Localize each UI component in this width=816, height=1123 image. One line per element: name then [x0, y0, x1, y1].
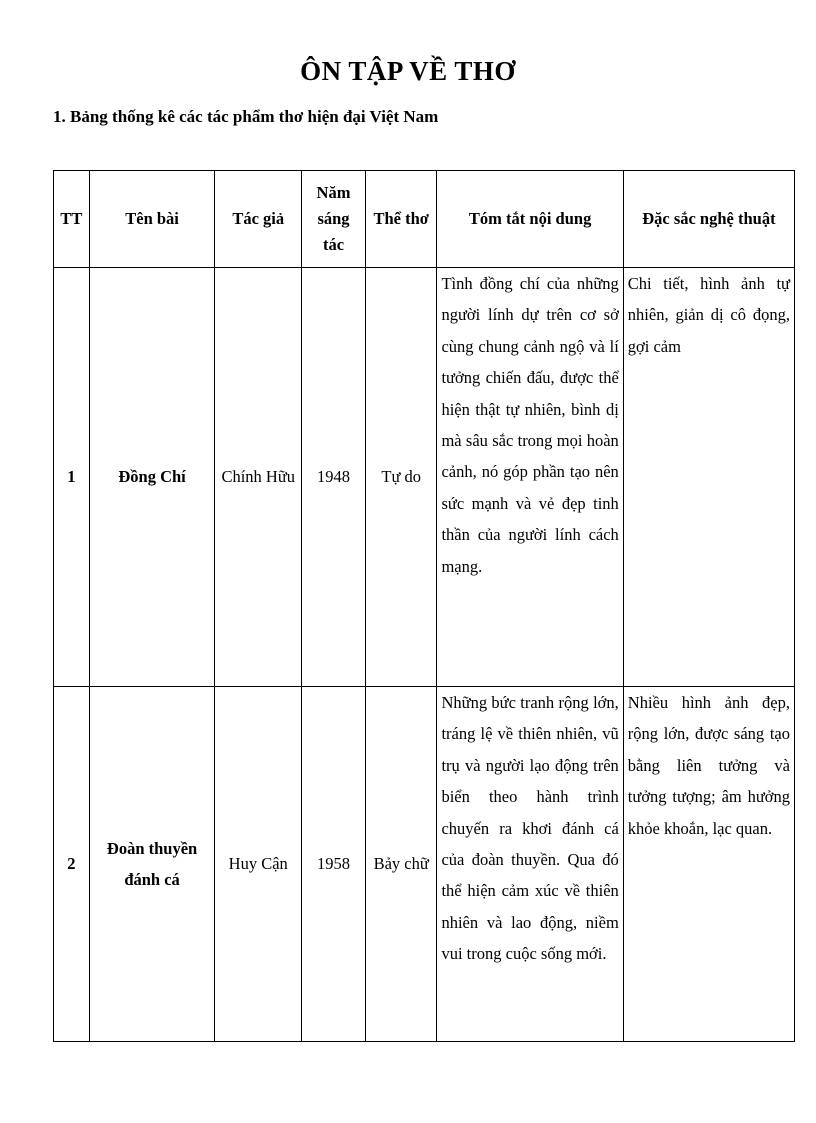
cell-author: Huy Cận — [215, 687, 302, 1042]
cell-year: 1948 — [302, 268, 366, 687]
table-row — [54, 268, 795, 687]
header-art: Đặc sắc nghệ thuật — [623, 171, 794, 268]
cell-name: Đoàn thuyền đánh cá — [89, 687, 215, 1042]
poems-table — [53, 170, 795, 1042]
cell-art: Nhiều hình ảnh đẹp, rộng lớn, được sáng tạo bằng liên tưởng và tưởng tượng; âm hưởng khỏe khoắn, lạc quan. — [623, 687, 794, 1042]
header-form: Thể thơ — [365, 171, 437, 268]
cell-form: Tự do — [365, 268, 437, 687]
cell-tt: 2 — [54, 687, 90, 1042]
header-author: Tác giả — [215, 171, 302, 268]
cell-summary: Tình đồng chí của những người lính dự trên cơ sở cùng chung cảnh ngộ và lí tưởng chiến đấu, được thể hiện thật tự nhiên, bình dị mà sâu sắc trong mọi hoàn cảnh, nó góp phần tạo nên sức mạnh và vẻ đẹp tinh thần của người lính cách mạng. — [437, 268, 623, 687]
cell-author: Chính Hữu — [215, 268, 302, 687]
cell-summary: Những bức tranh rộng lớn, tráng lệ về thiên nhiên, vũ trụ và người lạo động trên biển theo hành trình chuyến ra khơi đánh cá của đoàn thuyền. Qua đó thể hiện cảm xúc về thiên nhiên và lao động, niềm vui trong cuộc sống mới. — [437, 687, 623, 1042]
cell-form: Bảy chữ — [365, 687, 437, 1042]
cell-year: 1958 — [302, 687, 366, 1042]
cell-name: Đồng Chí — [89, 268, 215, 687]
header-name: Tên bài — [89, 171, 215, 268]
cell-art: Chi tiết, hình ảnh tự nhiên, giản dị cô đọng, gợi cảm — [623, 268, 794, 687]
table-row — [54, 687, 795, 1042]
header-tt: TT — [54, 171, 90, 268]
cell-tt: 1 — [54, 268, 90, 687]
header-year: Năm sáng tác — [302, 171, 366, 268]
section-heading: 1. Bảng thống kê các tác phẩm thơ hiện đại Việt Nam — [53, 107, 439, 126]
page-title: ÔN TẬP VỀ THƠ — [300, 56, 516, 86]
header-summary: Tóm tắt nội dung — [437, 171, 623, 268]
table-header-row — [54, 171, 795, 268]
